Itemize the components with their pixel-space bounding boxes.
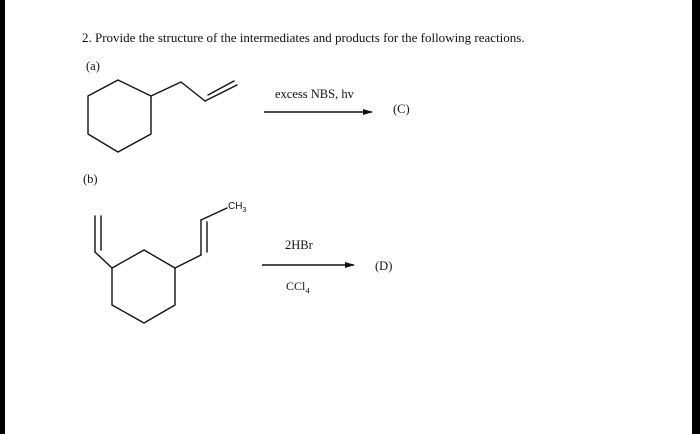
reaction-b-reagent: 2HBr [285,238,313,252]
structure-a-allylcyclohexane [88,80,237,152]
solvent-formula: CCl [286,279,306,293]
methyl-subscript: 3 [242,207,247,214]
propenyl-bond-b [175,255,201,268]
reaction-a-conditions: excess NBS, hv [275,87,354,101]
structure-b-disubstituted-cyclohexane [95,208,227,323]
methyl-formula: CH [228,201,243,212]
part-a-label: (a) [86,59,100,73]
product-c-label: (C) [393,102,410,116]
vinyl-bond-b [95,252,112,268]
cyclohexane-ring-a [88,80,151,152]
allyl-chain-a [151,82,205,101]
cyclohexane-ring-b [112,250,175,323]
question-text: 2. Provide the structure of the intermediates and products for the following reactions. [82,30,525,45]
solvent-subscript: 4 [305,285,310,296]
product-d-label: (D) [375,259,393,273]
part-b-label: (b) [83,172,98,186]
methyl-bond-b [201,208,227,220]
